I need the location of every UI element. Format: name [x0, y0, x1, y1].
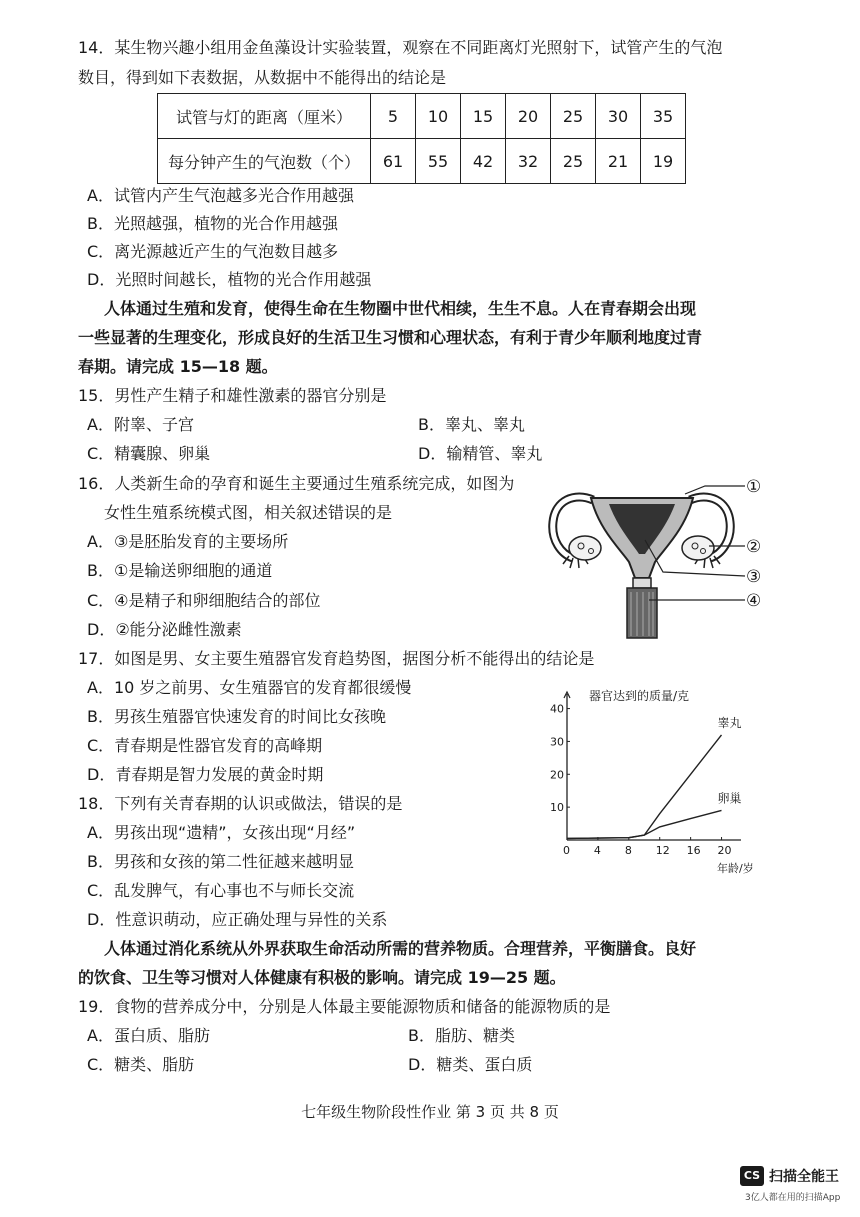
q17-option-c: C．青春期是性器官发育的高峰期 — [87, 736, 323, 755]
left-ovary-shape — [569, 536, 601, 560]
table-cell: 10 — [416, 94, 461, 139]
q15-option-c: C．精囊腺、卵巢 — [87, 444, 211, 463]
chart-series-label: 睾丸 — [717, 715, 742, 730]
q17-option-a: A．10 岁之前男、女生殖器官的发育都很缓慢 — [87, 678, 412, 697]
chart-ticks — [550, 703, 732, 857]
intro-paragraph-1-line3: 春期。请完成 15—18 题。 — [78, 357, 278, 376]
q15-option-a: A．附睾、子宫 — [87, 415, 194, 434]
q19-option-d: D．糖类、蛋白质 — [408, 1055, 533, 1074]
q17-option-b: B．男孩生殖器官快速发育的时间比女孩晚 — [87, 707, 386, 726]
table-cell: 30 — [596, 94, 641, 139]
scanner-logo-tagline: 3亿人都在用的扫描App — [745, 1193, 841, 1203]
q17-stem: 17．如图是男、女主要生殖器官发育趋势图，据图分析不能得出的结论是 — [78, 649, 595, 668]
table-cell: 19 — [641, 139, 686, 184]
q18-stem: 18．下列有关青春期的认识或做法，错误的是 — [78, 794, 403, 813]
intro-paragraph-1-line2: 一些显著的生理变化，形成良好的生活卫生习惯和心理状态，有利于青少年顺利地度过青 — [78, 328, 703, 347]
intro-paragraph-1-line1: 人体通过生殖和发育，使得生命在生物圈中世代相续，生生不息。人在青春期会出现 — [104, 299, 697, 318]
q14-option-a: A．试管内产生气泡越多光合作用越强 — [87, 186, 354, 205]
table-cell: 25 — [551, 94, 596, 139]
q15-option-d: D．输精管、睾丸 — [418, 444, 543, 463]
scanner-logo-name: 扫描全能王 — [769, 1169, 839, 1185]
q19-stem: 19．食物的营养成分中，分别是人体最主要能源物质和储备的能源物质的是 — [78, 997, 611, 1016]
q14-stem-line1: 14．某生物兴趣小组用金鱼藻设计实验装置，观察在不同距离灯光照射下，试管产生的气泡 — [78, 38, 723, 57]
chart-y-tick-label: 40 — [550, 702, 564, 716]
table-cell: 20 — [506, 94, 551, 139]
table-cell: 55 — [416, 139, 461, 184]
table-row — [158, 139, 686, 184]
q16-option-b: B．①是输送卵细胞的通道 — [87, 561, 273, 580]
chart-axes — [564, 692, 741, 840]
chart-x-tick-label: 20 — [717, 844, 732, 857]
q14-data-table — [157, 93, 686, 184]
table-cell: 32 — [506, 139, 551, 184]
q14-option-c: C．离光源越近产生的气泡数目越多 — [87, 242, 339, 261]
intro-paragraph-2-line1: 人体通过消化系统从外界获取生命活动所需的营养物质。合理营养，平衡膳食。良好 — [104, 939, 697, 958]
chart-x-axis-label: 年龄/岁 — [717, 862, 754, 875]
table-cell: 35 — [641, 94, 686, 139]
q14-option-d: D．光照时间越长，植物的光合作用越强 — [87, 270, 372, 289]
q16-option-a: A．③是胚胎发育的主要场所 — [87, 532, 289, 551]
table-cell: 25 — [551, 139, 596, 184]
q14-stem-line2: 数目，得到如下表数据，从数据中不能得出的结论是 — [78, 68, 447, 87]
chart-series-labels — [718, 715, 742, 806]
chart-x-tick-label: 8 — [624, 844, 632, 857]
q19-option-a: A．蛋白质、脂肪 — [87, 1026, 210, 1045]
chart-y-tick-label: 10 — [550, 801, 564, 815]
q19-option-c: C．糖类、脂肪 — [87, 1055, 195, 1074]
table-cell: 61 — [371, 139, 416, 184]
q17-option-d: D．青春期是智力发展的黄金时期 — [87, 765, 324, 784]
q18-option-b: B．男孩和女孩的第二性征越来越明显 — [87, 852, 354, 871]
diagram-label-1: ① — [746, 477, 762, 497]
chart-series-lines — [567, 735, 722, 839]
diagram-label-2: ② — [746, 537, 762, 557]
table-cell: 5 — [371, 94, 416, 139]
q16-option-d: D．②能分泌雌性激素 — [87, 620, 242, 639]
chart-y-axis-label: 器官达到的质量/克 — [589, 689, 690, 703]
table-row-header: 每分钟产生的气泡数（个） — [158, 139, 371, 184]
intro-paragraph-2-line2: 的饮食、卫生等习惯对人体健康有积极的影响。请完成 19—25 题。 — [78, 968, 566, 987]
chart-series-line — [567, 735, 722, 839]
diagram-label-4: ④ — [746, 591, 762, 611]
q16-stem-line2: 女性生殖系统模式图，相关叙述错误的是 — [104, 503, 393, 522]
female-reproductive-diagram — [545, 470, 775, 645]
chart-x-tick-label: 12 — [655, 844, 670, 857]
page-footer: 七年级生物阶段性作业 第 3 页 共 8 页 — [301, 1103, 559, 1121]
table-cell: 15 — [461, 94, 506, 139]
chart-y-tick-label: 30 — [550, 735, 564, 749]
q15-option-b: B．睾丸、睾丸 — [418, 415, 525, 434]
chart-series-label: 卵巢 — [717, 791, 742, 806]
table-cell: 42 — [461, 139, 506, 184]
organ-growth-chart — [545, 680, 770, 880]
q14-option-b: B．光照越强，植物的光合作用越强 — [87, 214, 338, 233]
q18-option-c: C．乱发脾气，有心事也不与师长交流 — [87, 881, 355, 900]
q18-option-a: A．男孩出现“遗精”，女孩出现“月经” — [87, 823, 356, 842]
q19-option-b: B．脂肪、糖类 — [408, 1026, 515, 1045]
chart-y-tick-label: 20 — [550, 768, 564, 782]
table-cell: 21 — [596, 139, 641, 184]
diagram-label-3: ③ — [746, 567, 762, 587]
right-ovary-shape — [682, 536, 714, 560]
q16-stem-line1: 16．人类新生命的孕育和诞生主要通过生殖系统完成，如图为 — [78, 474, 515, 493]
q16-option-c: C．④是精子和卵细胞结合的部位 — [87, 591, 321, 610]
chart-x-tick-label: 16 — [686, 844, 701, 857]
table-row-header: 试管与灯的距离（厘米） — [158, 94, 371, 139]
table-row — [158, 94, 686, 139]
chart-x-tick-label: 0 — [563, 844, 570, 857]
q15-stem: 15．男性产生精子和雄性激素的器官分别是 — [78, 386, 387, 405]
chart-x-tick-label: 4 — [593, 844, 601, 857]
q18-option-d: D．性意识萌动，应正确处理与异性的关系 — [87, 910, 388, 929]
scanner-logo-badge: CS — [740, 1166, 764, 1186]
